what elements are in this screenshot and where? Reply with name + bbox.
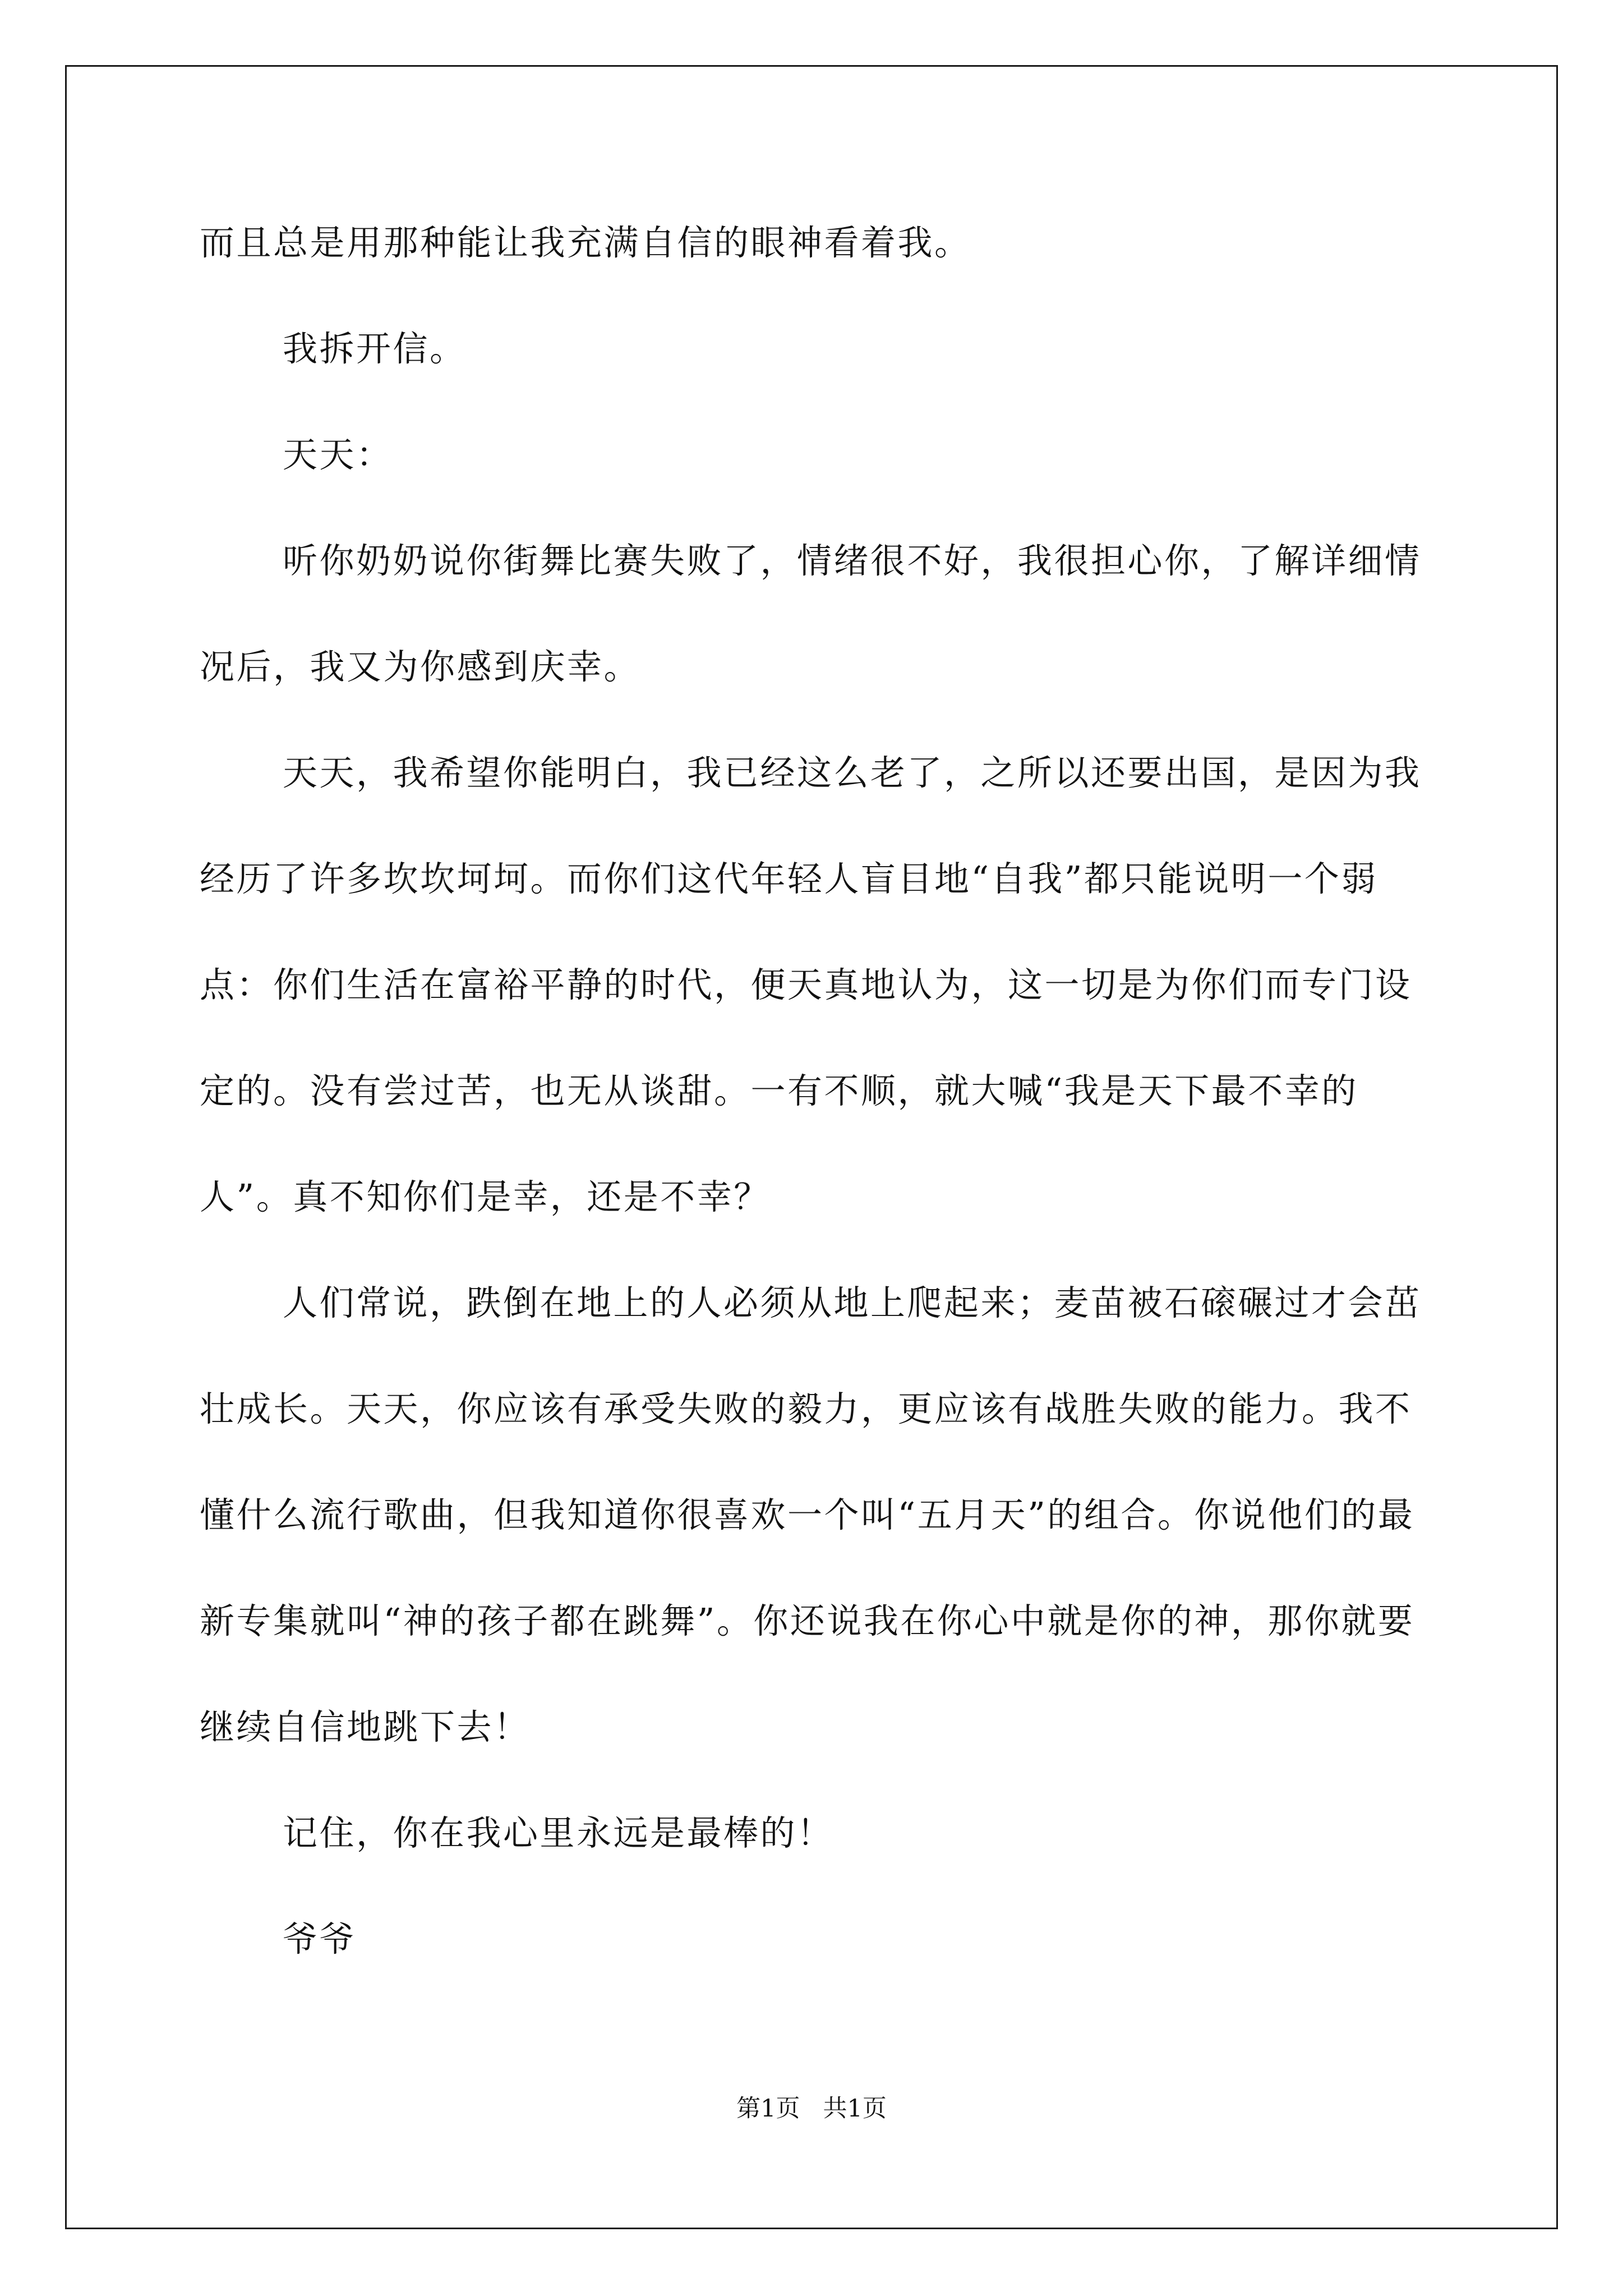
paragraph-continuation: 而且总是用那种能让我充满自信的眼神看着我。 (200, 222, 971, 263)
paragraph-body-1: 听你奶奶说你街舞比赛失败了，情绪很不好，我很担心你，了解详细情况后，我又为你感到庆幸。 (200, 540, 1422, 687)
paragraph-body-3: 人们常说，跌倒在地上的人必须从地上爬起来；麦苗被石磙碾过才会茁壮成长。天天，你应该有承受失败的毅力，更应该有战胜失败的能力。我不懂什么流行歌曲，但我知道你很喜欢一个叫“五月天”的组合。你说他们的最新专集就叫“神的孩子都在跳舞”。你还说我在你心中就是你的神，那你就要继续自信地跳下去！ (200, 1282, 1422, 1747)
paragraph-opening-letter: 我拆开信。 (283, 328, 467, 369)
paragraph-closing: 记住，你在我心里永远是最棒的！ (283, 1812, 834, 1853)
letter-body (200, 190, 1428, 1992)
paragraph-body-2: 天天，我希望你能明白，我已经这么老了，之所以还要出国，是因为我经历了许多坎坎坷坷。而你们这代年轻人盲目地“自我”都只能说明一个弱点：你们生活在富裕平静的时代，便天真地认为，这一切是为你们而专门设定的。没有尝过苦，也无从谈甜。一有不顺，就大喊“我是天下最不幸的人”。真不知你们是幸，还是不幸？ (200, 752, 1422, 1217)
letter-signature: 爷爷 (283, 1918, 357, 1959)
page-number: 第1页 共1页 (736, 2095, 887, 2123)
letter-salutation: 天天： (283, 434, 393, 475)
